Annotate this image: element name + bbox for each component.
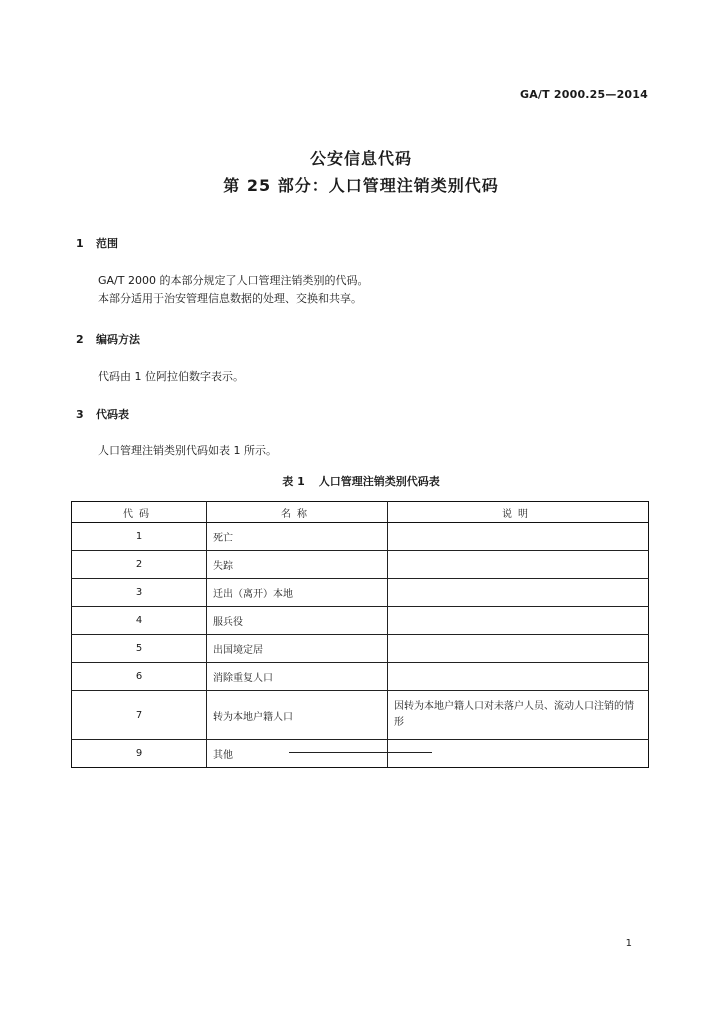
cell-code: 2 (72, 551, 207, 579)
section-paragraph: 人口管理注销类别代码如表 1 所示。 (98, 444, 277, 457)
table-row (72, 579, 649, 607)
cell-note (388, 635, 649, 663)
section-number: 3 (76, 408, 84, 421)
table-row (72, 607, 649, 635)
cell-note (388, 551, 649, 579)
cell-name: 出国境定居 (207, 635, 388, 663)
section-title: 编码方法 (96, 333, 140, 346)
header-note: 说明 (388, 502, 649, 523)
cell-note: 因转为本地户籍人口对未落户人员、流动人口注销的情形 (388, 691, 649, 740)
title-main: 公安信息代码 (309, 149, 412, 168)
cell-code: 9 (72, 740, 207, 768)
cell-code: 1 (72, 523, 207, 551)
table-row (72, 663, 649, 691)
cell-name: 失踪 (207, 551, 388, 579)
table-title: 人口管理注销类别代码表 (318, 475, 440, 488)
section-title: 代码表 (96, 408, 129, 421)
table-row (72, 635, 649, 663)
cell-note (388, 663, 649, 691)
section-paragraph: GA/T 2000 的本部分规定了人口管理注销类别的代码。 (98, 274, 369, 287)
cell-name: 消除重复人口 (207, 663, 388, 691)
table-row (72, 740, 649, 768)
cell-note (388, 740, 649, 768)
document-title (0, 148, 722, 199)
table-caption (0, 473, 722, 489)
cell-note (388, 523, 649, 551)
cell-name: 服兵役 (207, 607, 388, 635)
table-row (72, 523, 649, 551)
section-heading-code-table (76, 406, 129, 422)
cell-code: 6 (72, 663, 207, 691)
cell-name: 转为本地户籍人口 (207, 691, 388, 740)
table-row (72, 551, 649, 579)
standard-code: GA/T 2000.25—2014 (519, 88, 648, 101)
header-code: 代码 (72, 502, 207, 523)
cell-code: 4 (72, 607, 207, 635)
cell-code: 5 (72, 635, 207, 663)
code-table (71, 501, 649, 768)
cell-code: 7 (72, 691, 207, 740)
cell-name: 迁出（离开）本地 (207, 579, 388, 607)
section-heading-coding-method (76, 331, 140, 347)
page-number: 1 (625, 938, 632, 949)
section-paragraph: 代码由 1 位阿拉伯数字表示。 (98, 370, 244, 383)
cell-name: 死亡 (207, 523, 388, 551)
title-part: 第 25 部分：人口管理注销类别代码 (223, 176, 499, 195)
section-title: 范围 (96, 237, 118, 250)
section-number: 1 (76, 237, 84, 250)
table-number: 表 1 (282, 475, 305, 488)
header-name: 名称 (207, 502, 388, 523)
end-of-document-rule (289, 752, 432, 753)
cell-note (388, 579, 649, 607)
section-heading-scope (76, 235, 118, 251)
cell-note (388, 607, 649, 635)
table-header-row (72, 502, 649, 523)
cell-name: 其他 (207, 740, 388, 768)
section-paragraph: 本部分适用于治安管理信息数据的处理、交换和共享。 (98, 292, 362, 305)
table-row (72, 691, 649, 740)
section-number: 2 (76, 333, 84, 346)
cell-code: 3 (72, 579, 207, 607)
